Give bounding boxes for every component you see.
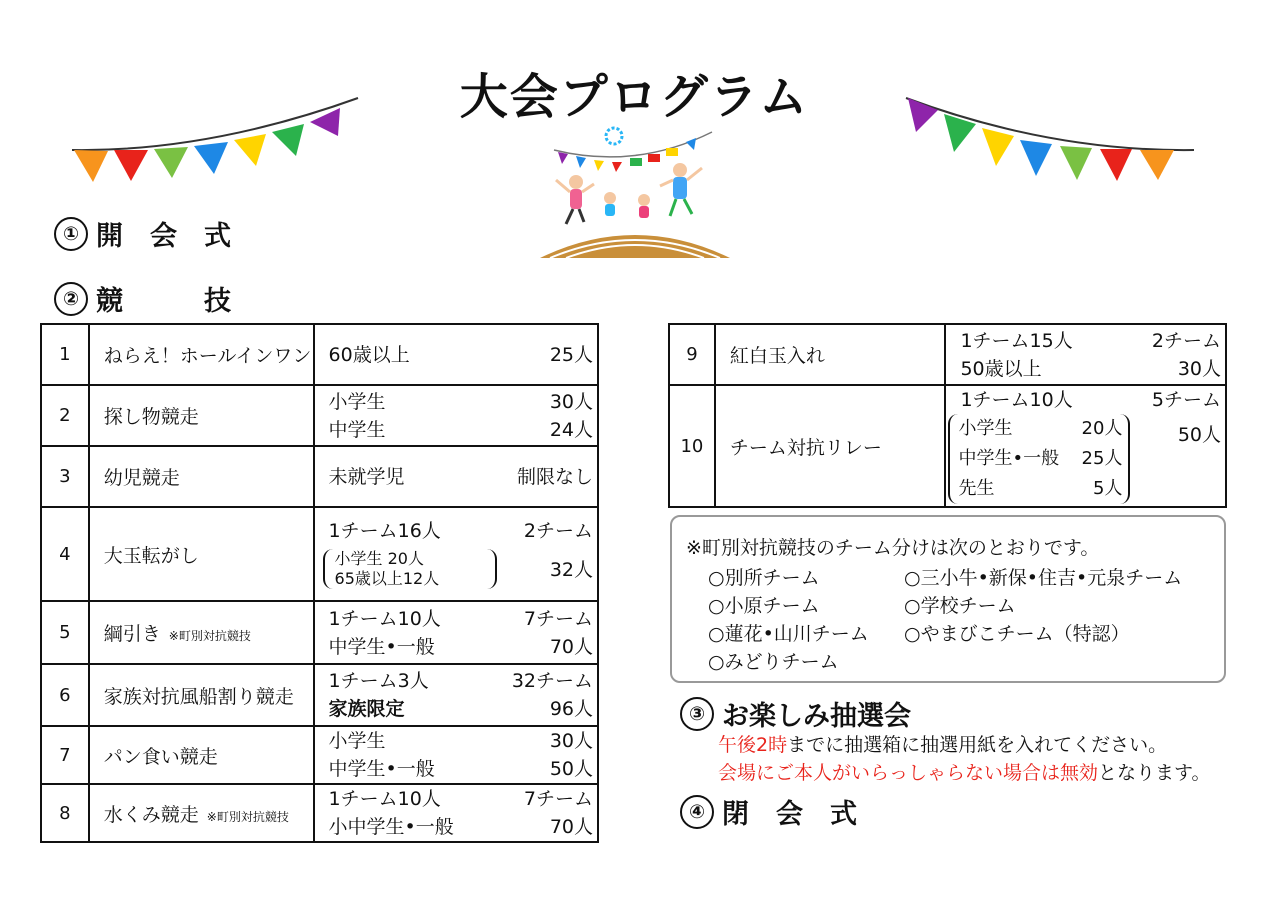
event-participants: 中学生 [328,418,386,441]
event-count: 70人 [549,635,593,658]
event-name: 水くみ競走 [103,803,199,826]
event-number: 1 [41,324,89,385]
event-participants: 未就学児 [328,465,405,488]
event-name: 家族対抗風船割り競走 [89,664,314,726]
team-assignment-box [670,515,1226,683]
lottery-instruction-2 [718,758,1211,785]
brace-count: 20人 [1081,418,1123,439]
page-title: 大会プログラム [459,69,810,125]
event-number: 9 [669,324,715,385]
table-row [41,784,598,842]
event-count: 96人 [549,698,593,720]
event-name: 綱引き [103,623,161,645]
event-participants: 小学生 [328,390,386,413]
section-label: 開 会 式 [96,221,231,252]
section-number: ② [54,282,88,316]
event-participants: 1チーム10人 [328,788,441,810]
event-name: ねらえ！ホールインワン [89,324,314,385]
team-item: ○やまびこチーム（特認） [904,623,1130,645]
table-row [669,385,1226,507]
event-participants: 1チーム10人 [328,607,441,630]
event-count: 30人 [1177,357,1221,380]
participants-brace [323,549,497,589]
event-participants: 1チーム15人 [960,329,1073,352]
event-participants: 中学生•一般 [328,635,435,658]
brace-label: 中学生•一般 [958,448,1060,469]
section-number: ④ [680,795,714,829]
section-opening [54,214,231,253]
event-note: ※町別対抗競技 [206,809,289,824]
event-participants: 小学生 [328,730,386,752]
event-number: 3 [41,446,89,507]
section-number: ① [54,217,88,251]
lottery-time: 午後2時 [718,734,788,756]
event-count: 50人 [1177,424,1221,446]
table-row [41,507,598,601]
table-row [41,664,598,726]
team-item: ○学校チーム [904,595,1016,617]
event-name: 探し物競走 [89,385,314,446]
events-table-right [668,323,1227,508]
event-note: ※町別対抗競技 [168,629,251,643]
section-label: 競 技 [96,286,231,317]
event-number: 10 [669,385,715,507]
event-count: 70人 [549,816,593,838]
section-events [54,279,231,318]
table-row [41,385,598,446]
event-number: 5 [41,601,89,664]
team-box-heading: ※町別対抗競技のチーム分けは次のとおりです。 [686,537,1100,559]
team-item: ○別所チーム [708,567,820,589]
event-name: 紅白玉入れ [715,324,946,385]
event-number: 7 [41,726,89,784]
table-row [41,324,598,385]
event-name: パン食い競走 [89,726,314,784]
brace-label: 先生 [958,478,995,499]
event-count: 5チーム [1151,389,1221,411]
section-label: 閉 会 式 [722,799,857,830]
event-participants: 1チーム3人 [328,670,429,692]
event-participants: 50歳以上 [960,357,1042,380]
event-count: 7チーム [523,607,593,630]
event-participants: 1チーム10人 [960,389,1073,411]
event-count: 32チーム [511,670,593,692]
table-row [41,726,598,784]
brace-line: 小学生 20人 [334,549,424,568]
brace-count: 5人 [1093,478,1123,499]
event-count: 24人 [549,418,593,441]
family-running-illustration [536,120,734,260]
event-number: 8 [41,784,89,842]
section-label: お楽しみ抽選会 [722,701,911,732]
team-item: ○蓮花•山川チーム [708,623,869,645]
event-count: 32人 [549,558,593,581]
event-participants: 60歳以上 [328,343,410,366]
section-number: ③ [680,697,714,731]
event-count: 50人 [549,758,593,780]
lottery-text: となります。 [1098,762,1211,784]
brace-line: 65歳以上12人 [334,569,440,588]
team-item: ○三小牛•新保•住吉•元泉チーム [904,567,1183,589]
event-number: 4 [41,507,89,601]
table-row [41,446,598,507]
event-participants: 家族限定 [328,698,405,720]
event-count: 30人 [549,730,593,752]
event-number: 2 [41,385,89,446]
event-number: 6 [41,664,89,726]
event-name: チーム対抗リレー [715,385,946,507]
events-table-left [40,323,599,843]
brace-count: 25人 [1081,448,1123,469]
event-count: 2チーム [1151,329,1221,352]
event-count: 7チーム [523,788,593,810]
lottery-instruction-1 [718,730,1167,757]
event-count: 25人 [549,343,593,366]
event-participants: 1チーム16人 [328,520,441,542]
team-item: ○小原チーム [708,595,820,617]
event-count: 制限なし [516,465,593,488]
team-item: ○みどりチーム [708,651,839,673]
table-row [41,601,598,664]
brace-label: 小学生 [958,418,1013,439]
section-lottery [680,694,911,733]
event-name: 幼児競走 [89,446,314,507]
event-name: 大玉転がし [89,507,314,601]
event-participants: 中学生•一般 [328,758,435,780]
lottery-warning: 会場にご本人がいらっしゃらない場合は無効 [718,762,1099,784]
lottery-text: までに抽選箱に抽選用紙を入れてください。 [787,734,1168,756]
event-participants: 小中学生•一般 [328,816,454,838]
participants-brace [948,414,1130,504]
event-count: 30人 [549,390,593,413]
event-count: 2チーム [523,520,593,542]
section-closing [680,792,857,831]
table-row [669,324,1226,385]
